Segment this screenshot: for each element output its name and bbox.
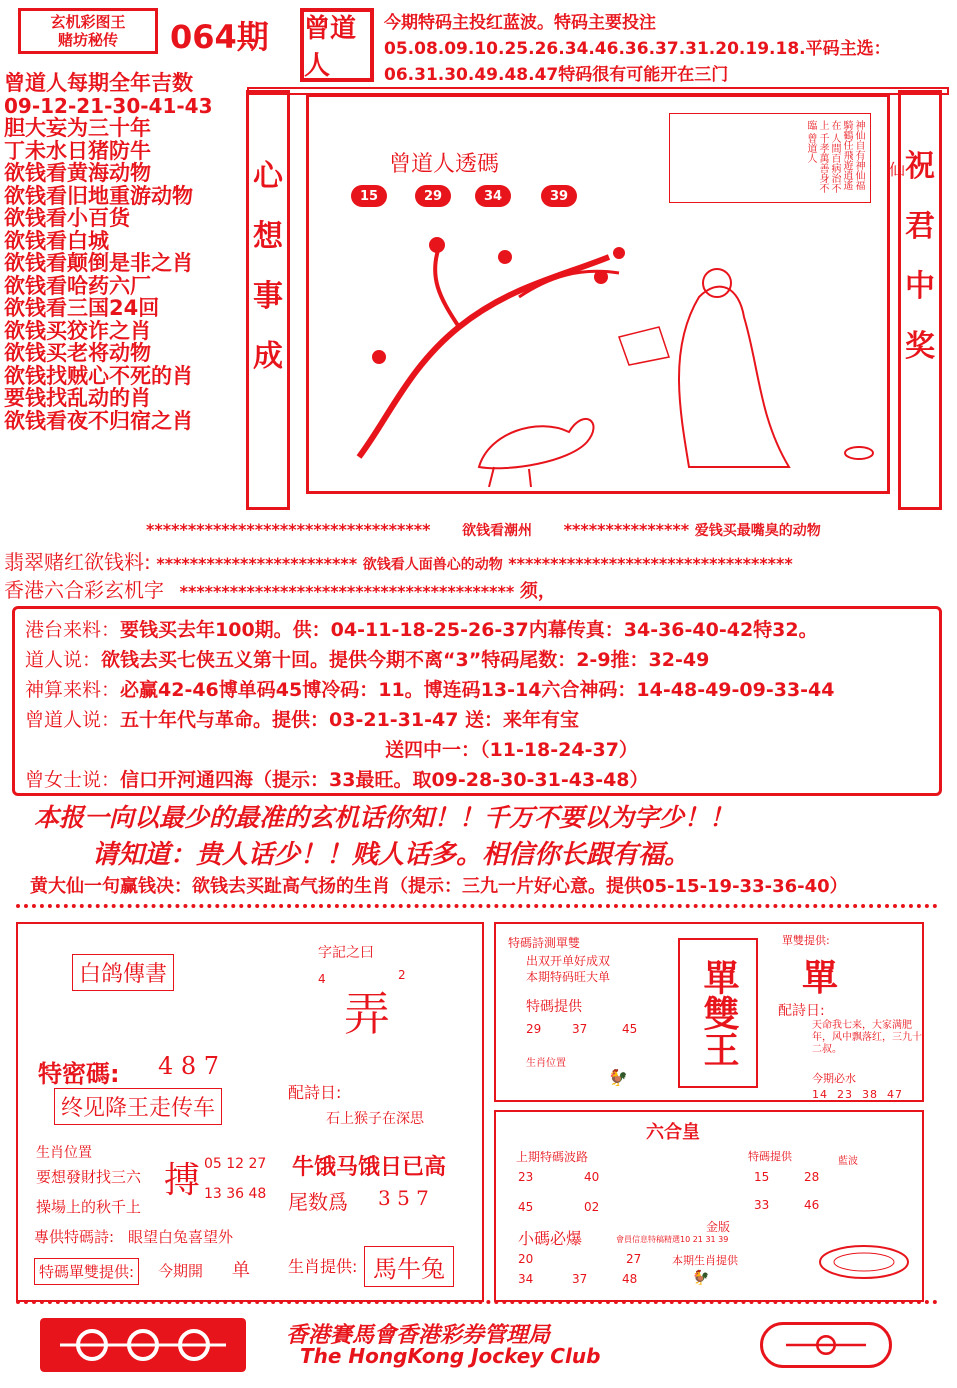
star-text: 欲钱看人面兽心的动物 [362, 557, 503, 573]
hkjc-emblem-icon [760, 1322, 892, 1368]
info-row [25, 615, 929, 645]
grid-num: 02 [584, 1200, 600, 1214]
bo-nums-2: 13 36 48 [204, 1186, 267, 1202]
roller-char: 想 [253, 219, 283, 254]
slogan-3: 黄大仙一句赢钱决：欲钱去买趾高气扬的生肖（提示：三九一片好心意。提供05-15-19-33-36-40） [30, 876, 848, 897]
tema-tigong: 特碼提供 [526, 999, 582, 1015]
shengxiao-weizhi: 生肖位置 [36, 1145, 92, 1161]
num: 38 [862, 1088, 878, 1101]
left-line: 欲钱看三国24回 [4, 296, 160, 320]
info-label: 道人说： [25, 649, 102, 671]
number-ball: 34 [475, 185, 511, 207]
number-ball: 39 [541, 185, 577, 207]
shuangdan-value: 单 [232, 1260, 250, 1281]
danshuang-wang: 單雙王 [678, 938, 758, 1088]
rooster-icon: 🐓 [692, 1270, 710, 1286]
footer-en-title: The HongKong Jockey Club [300, 1344, 601, 1368]
bottom-num: 48 [622, 1272, 638, 1286]
jinban: 金版 [706, 1220, 731, 1234]
left-line: 欲钱买老将动物 [4, 341, 151, 365]
bottom-num: 27 [626, 1252, 642, 1266]
logo-line-1: 玄机彩图王 [50, 13, 126, 31]
tema-num: 29 [526, 1022, 542, 1036]
grid-num: 23 [518, 1170, 534, 1184]
danshuang-label: 單雙提供: [782, 934, 830, 947]
shengxiao-pos: 生肖位置 [526, 1058, 566, 1069]
right-roller [898, 90, 942, 510]
blue-label: 藍波 [838, 1156, 858, 1167]
star-text: 爱钱买最嘴臭的动物 [694, 523, 821, 539]
roller-char: 成 [253, 339, 283, 374]
left-line: 欲钱看黄海动物 [4, 161, 151, 185]
tema-num: 37 [572, 1022, 588, 1036]
scroll-picture [246, 84, 950, 512]
num: 23 [837, 1088, 853, 1101]
peishi-text: 石上猴子在深思 [326, 1111, 424, 1127]
jinqi-bi: 今期必水 [812, 1072, 856, 1085]
teshi-line-2: 本期特码旺大单 [526, 970, 611, 984]
shengxiao-value: 馬牛兔 [364, 1246, 454, 1287]
header-note: 今期特码主投红蓝波。特码主要投注05.08.09.10.25.26.34.46.36.37.31.20.19.18.平码主选：06.31.30.49.48.47特码很有可能开在三门 [384, 13, 891, 85]
grid-num: 46 [804, 1198, 820, 1212]
info-label: 港台来料： [25, 619, 121, 641]
roller-char: 事 [253, 279, 283, 314]
teshi-line-1: 出双开单好成双 [526, 954, 611, 968]
logo-line-2: 赌坊秘传 [57, 31, 118, 49]
left-line: 欲钱看白城 [4, 228, 109, 253]
info-row [25, 645, 929, 675]
poem-mark: 仙 [889, 160, 906, 179]
temima-label: 特密碼: [38, 1060, 120, 1088]
star-text: 须， [519, 581, 556, 602]
info-text: 送四中一：（11-18-24-37） [385, 739, 638, 761]
peishi2-text: 天命我七来，大家满肥年，风中飘落红，三九十二叔。 [812, 1020, 922, 1055]
star-line-1 [146, 520, 821, 540]
left-line: 欲钱看哈药六厂 [4, 273, 151, 298]
info-text: 必赢42-46博单码45博冷码：11。博连码13-14六合神码：14-48-49-09-33-44 [120, 679, 835, 701]
xiaoma: 小碼必爆 [518, 1229, 583, 1248]
stars: ********************************** [146, 520, 431, 539]
hkjc-knot-logo [40, 1318, 246, 1372]
emblem-icon [816, 1242, 912, 1282]
tema-tigong-2: 特碼提供 [748, 1150, 792, 1163]
left-line: 丁未水日猪防牛 [4, 138, 151, 163]
chuanche: 终见降王走传车 [54, 1088, 222, 1125]
left-line: 欲钱买狡诈之肖 [4, 318, 151, 343]
bo-nums-1: 05 12 27 [204, 1156, 267, 1172]
slogan-1: 本报一向以最少的最准的玄机话你知！！千万不要以为字少！！ [34, 803, 735, 832]
left-line: 欲钱看颠倒是非之肖 [4, 251, 193, 275]
left-line: 胆大妄为三十年 [4, 116, 151, 140]
info-label: 神算来料： [25, 679, 121, 701]
benqi-shengxiao: 本期生肖提供 [672, 1254, 738, 1267]
info-row [25, 765, 929, 795]
masthead-logo [18, 8, 158, 54]
picture-title: 曾道人透碼 [389, 152, 500, 177]
grid-num: 33 [754, 1198, 770, 1212]
num: 47 [887, 1088, 903, 1101]
zizhi-num-left: 4 [318, 972, 326, 986]
zizhi-num-right: 2 [398, 968, 406, 982]
roller-char: 君 [905, 209, 935, 244]
zizhi-char: 弄 [344, 987, 390, 1041]
stars: *************** [563, 520, 690, 539]
grid-num: 40 [584, 1170, 600, 1184]
left-line: 欲钱找贼心不死的肖 [4, 363, 193, 388]
info-label: 曾女士说： [25, 769, 121, 791]
shengxiao-tigong: 生肖提供: [288, 1257, 358, 1276]
left-line: 09-12-21-30-41-43 [4, 93, 213, 118]
temima-value: 4 8 7 [158, 1052, 220, 1080]
tiny-line: 會員信息特稿精選10 21 31 39 [616, 1235, 729, 1244]
left-roller [246, 90, 290, 510]
roller-char: 中 [905, 269, 935, 304]
roller-char: 奖 [905, 329, 935, 364]
ink-painting [319, 217, 879, 487]
left-line: 曾道人每期全年吉数 [4, 71, 193, 95]
grid-num: 28 [804, 1170, 820, 1184]
zizhi-title: 字記之曰 [318, 945, 374, 961]
shuangdan-text: 今期開 [158, 1262, 204, 1280]
shangqi-bolu: 上期特碼波路 [516, 1150, 589, 1164]
info-row [25, 735, 929, 765]
info-label: 曾道人说： [25, 709, 121, 731]
bottom-num: 34 [518, 1272, 534, 1286]
right-top-ad-panel [494, 922, 924, 1102]
poem-box: 神仙自有神仙福 騎鶴任飛遊逍遙在 人間百病治不上 千孝萬善身不臨 曾道人 [669, 113, 871, 203]
ad-panel-area [16, 904, 938, 1304]
zhuangong-label: 專供特碼詩: [34, 1228, 115, 1246]
info-text: 五十年代与革命。提供：03-21-31-47 送：来年有宝 [120, 709, 580, 731]
dan-big: 單 [802, 958, 839, 999]
baihe-title: 白鸽傳書 [72, 954, 174, 991]
seal-stamp: 曾道人 [300, 8, 374, 82]
liuhe-title: 六合皇 [646, 1122, 700, 1143]
grid-num: 15 [754, 1170, 770, 1184]
left-ad-panel [16, 922, 484, 1302]
nums-right [812, 1088, 903, 1101]
star-label: 香港六合彩玄机字 [4, 578, 164, 602]
star-text: 欲钱看潮州 [462, 523, 533, 539]
weishu-label: 尾数爲 [288, 1190, 348, 1214]
info-text: 信口开河通四海（提示：33最旺。取09-28-30-31-43-48） [120, 769, 649, 791]
info-row [25, 705, 929, 735]
roller-char: 祝 [905, 149, 935, 184]
niue-line: 牛饿马饿日已高 [292, 1155, 447, 1180]
stars: ********************************** [508, 554, 793, 573]
grid-num: 45 [518, 1200, 534, 1214]
right-bottom-ad-panel [494, 1110, 924, 1302]
bo-char: 搏 [164, 1160, 201, 1201]
roller-char: 心 [253, 159, 283, 194]
peishi2-label: 配詩日: [778, 1003, 825, 1019]
info-text: 欲钱去买七侠五义第十回。提供今期不离“3”特码尾数：2-9推：32-49 [101, 649, 710, 671]
bottom-num: 37 [572, 1272, 588, 1286]
peishi-label: 配詩日: [288, 1083, 342, 1102]
bottom-num: 20 [518, 1252, 534, 1266]
issue-number: 064期 [170, 18, 269, 56]
left-column-clues [4, 72, 246, 432]
number-ball: 15 [351, 185, 387, 207]
clue-line-a: 要想發財找三六 [36, 1168, 142, 1186]
slogan-2: 请知道：贵人话少！！贱人话多。相信你长跟有福。 [92, 840, 691, 870]
weishu-value: 3 5 7 [378, 1186, 429, 1210]
picture-canvas [306, 94, 906, 494]
num: 14 [812, 1088, 828, 1101]
star-line-2 [4, 546, 793, 575]
shuangdan-label: 特碼單雙提供: [34, 1258, 139, 1285]
number-ball: 29 [415, 185, 451, 207]
info-text: 要钱买去年100期。供：04-11-18-25-26-37内幕传真：34-36-40-42特32。 [120, 619, 818, 641]
rooster-icon: 🐓 [608, 1068, 628, 1087]
tema-num: 45 [622, 1022, 638, 1036]
footer-cn-title: 香港賽馬會香港彩券管理局 [286, 1322, 551, 1348]
teshi-title: 特碼詩測單雙 [508, 936, 581, 950]
info-box [12, 606, 942, 796]
star-label: 翡翠赌红欲钱料: [4, 550, 151, 574]
stars: ************************ [156, 554, 358, 573]
stars: **************************************** [179, 582, 515, 601]
info-row [25, 675, 929, 705]
star-line-3 [4, 574, 556, 603]
clue-line-b: 操場上的秋千上 [36, 1198, 142, 1216]
left-line: 欲钱看小百货 [4, 206, 130, 230]
left-line: 欲钱看夜不归宿之肖 [4, 408, 193, 433]
left-line: 欲钱看旧地重游动物 [4, 183, 193, 208]
zhuangong-text: 眼望白兔喜望外 [128, 1228, 234, 1246]
left-line: 要钱找乱动的肖 [4, 386, 151, 410]
